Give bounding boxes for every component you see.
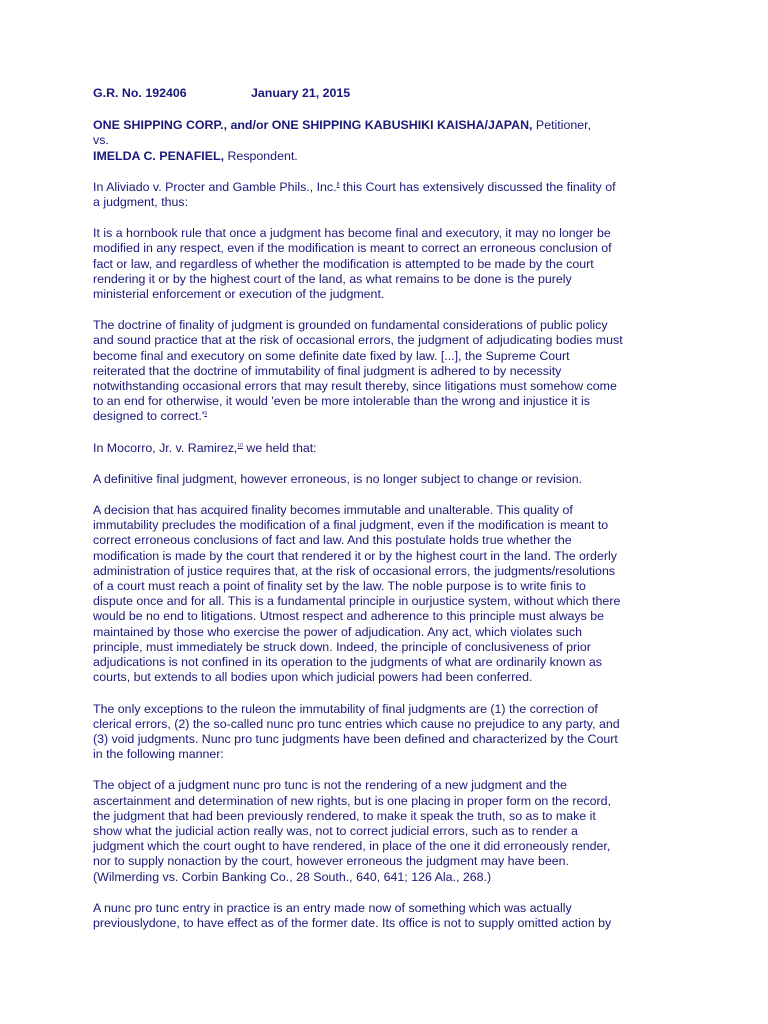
- text-line: in the following manner:: [93, 747, 224, 762]
- text-line: modified in any respect, even if the modification is meant to correct an erroneous conclusion of: [93, 241, 612, 256]
- text-line: of a court must reach a point of finality set by the law. The noble purpose is to write finis to: [93, 579, 586, 594]
- paragraph-exceptions: [93, 702, 673, 763]
- text-line: notwithstanding occasional errors that may result thereby, since litigations must somehow come: [93, 379, 617, 394]
- text-line: modification is made by the court that rendered it or by the highest court in the land. The orderly: [93, 548, 617, 563]
- text-line: fact or law, and regardless of whether the modification is attempted to be made by the court: [93, 256, 594, 271]
- text-line: (3) void judgments. Nunc pro tunc judgments have been defined and characterized by the Court: [93, 731, 618, 746]
- footnote-link[interactable]: 8: [336, 181, 340, 188]
- text-line: A nunc pro tunc entry in practice is an entry made now of something which was actually: [93, 900, 572, 915]
- text-line: courts, but extends to all bodies upon which judicial powers had been conferred.: [93, 670, 533, 685]
- text-line: (Wilmerding vs. Corbin Banking Co., 28 South., 640, 641; 126 Ala., 268.): [93, 869, 492, 884]
- paragraph-text: In Aliviado v. Procter and Gamble Phils., Inc.: [93, 179, 337, 194]
- text-line: and sound practice that at the risk of occasional errors, the judgment of adjudicating bodies must: [93, 333, 623, 348]
- gr-number: G.R. No. 192406: [93, 86, 187, 100]
- text-line: dispute once and for all. This is a fundamental principle in ourjustice system, without which there: [93, 594, 621, 609]
- paragraph-text: a judgment, thus:: [93, 195, 189, 210]
- text-line: The only exceptions to the ruleon the immutability of final judgments are (1) the correction of: [93, 701, 598, 716]
- decision-date: January 21, 2015: [251, 86, 351, 100]
- case-parties: [93, 118, 673, 164]
- paragraph-doctrine-finality: [93, 318, 673, 424]
- text-line: ascertainment and determination of new rights, but is one placing in proper form on the record,: [93, 793, 611, 808]
- text-line: nor to supply nonaction by the court, however erroneous the judgment may have been.: [93, 854, 569, 869]
- respondent-name: IMELDA C. PENAFIEL,: [93, 148, 225, 163]
- text-line: show what the judicial action really was, not to correct judicial errors, such as to render a: [93, 823, 578, 838]
- document-page: [93, 86, 673, 947]
- paragraph-definitive-judgment: A definitive final judgment, however erroneous, is no longer subject to change or revision.: [93, 471, 583, 486]
- text-line: become final and executory on some definite date fixed by law. [...], the Supreme Court: [93, 348, 570, 363]
- petitioner-name: ONE SHIPPING CORP., and/or ONE SHIPPING KABUSHIKI KAISHA/JAPAN,: [93, 118, 533, 133]
- paragraph-nunc-pro-tunc-object: [93, 778, 673, 884]
- text-line: to an end for otherwise, it would 'even be more intolerable than the wrong and injustice it is: [93, 394, 590, 409]
- text-line: would be no end to litigations. Utmost respect and adherence to this principle must always be: [93, 609, 605, 624]
- paragraph-text: this Court has extensively discussed the finality of: [339, 179, 616, 194]
- paragraph-text: we held that:: [242, 440, 317, 455]
- text-line: judgment which the court ought to have rendered, in place of the one it did erroneously render,: [93, 839, 611, 854]
- footnote-link[interactable]: 9: [204, 411, 207, 418]
- text-line: adjudications is not confined in its operation to the judgments of what are ordinarily known as: [93, 655, 603, 670]
- respondent-role: Respondent.: [224, 148, 298, 163]
- petitioner-role: Petitioner,: [532, 118, 592, 133]
- text-line: administration of justice requires that, at the risk of occasional errors, the judgments/resolutions: [93, 563, 616, 578]
- paragraph-nunc-pro-tunc-entry: [93, 901, 673, 931]
- versus-label: vs.: [93, 133, 109, 148]
- paragraph-immutability: [93, 503, 673, 685]
- text-line: the judgment that had been previously rendered, to make it speak the truth, so as to make it: [93, 808, 596, 823]
- text-line: It is a hornbook rule that once a judgment has become final and executory, it may no longer be: [93, 226, 611, 241]
- text-line: The object of a judgment nunc pro tunc is not the rendering of a new judgment and the: [93, 778, 567, 793]
- text-line: The doctrine of finality of judgment is grounded on fundamental considerations of public policy: [93, 318, 608, 333]
- text-line: ministerial enforcement or execution of the judgment.: [93, 287, 385, 302]
- text-line-content: designed to correct.': [93, 409, 205, 424]
- text-line: immutability precludes the modification of a final judgment, even if the modification is meant to: [93, 518, 609, 533]
- text-line: principle, must immediately be struck down. Indeed, the principle of conclusiveness of prior: [93, 639, 591, 654]
- case-header: [93, 86, 673, 101]
- footnote-link[interactable]: 10: [237, 442, 243, 449]
- text-line: reiterated that the doctrine of immutability of final judgment is adhered to by necessity: [93, 363, 562, 378]
- text-line: [93, 409, 673, 424]
- text-line: A decision that has acquired finality becomes immutable and unalterable. This quality of: [93, 503, 573, 518]
- text-line: correct erroneous conclusions of fact and law. And this postulate holds true whether the: [93, 533, 572, 548]
- text-line: clerical errors, (2) the so-called nunc pro tunc entries which cause no prejudice to any party, and: [93, 716, 620, 731]
- text-line: previouslydone, to have effect as of the former date. Its office is not to supply omitted action by: [93, 915, 612, 930]
- text-line: maintained by those who exercise the power of adjudication. Any act, which violates such: [93, 624, 583, 639]
- paragraph-mocorro: [93, 441, 673, 456]
- paragraph-intro: [93, 180, 673, 210]
- paragraph-hornbook-rule: [93, 226, 673, 302]
- paragraph-text: In Mocorro, Jr. v. Ramirez,: [93, 440, 238, 455]
- text-line: rendering it or by the highest court of the land, as what remains to be done is the purely: [93, 271, 572, 286]
